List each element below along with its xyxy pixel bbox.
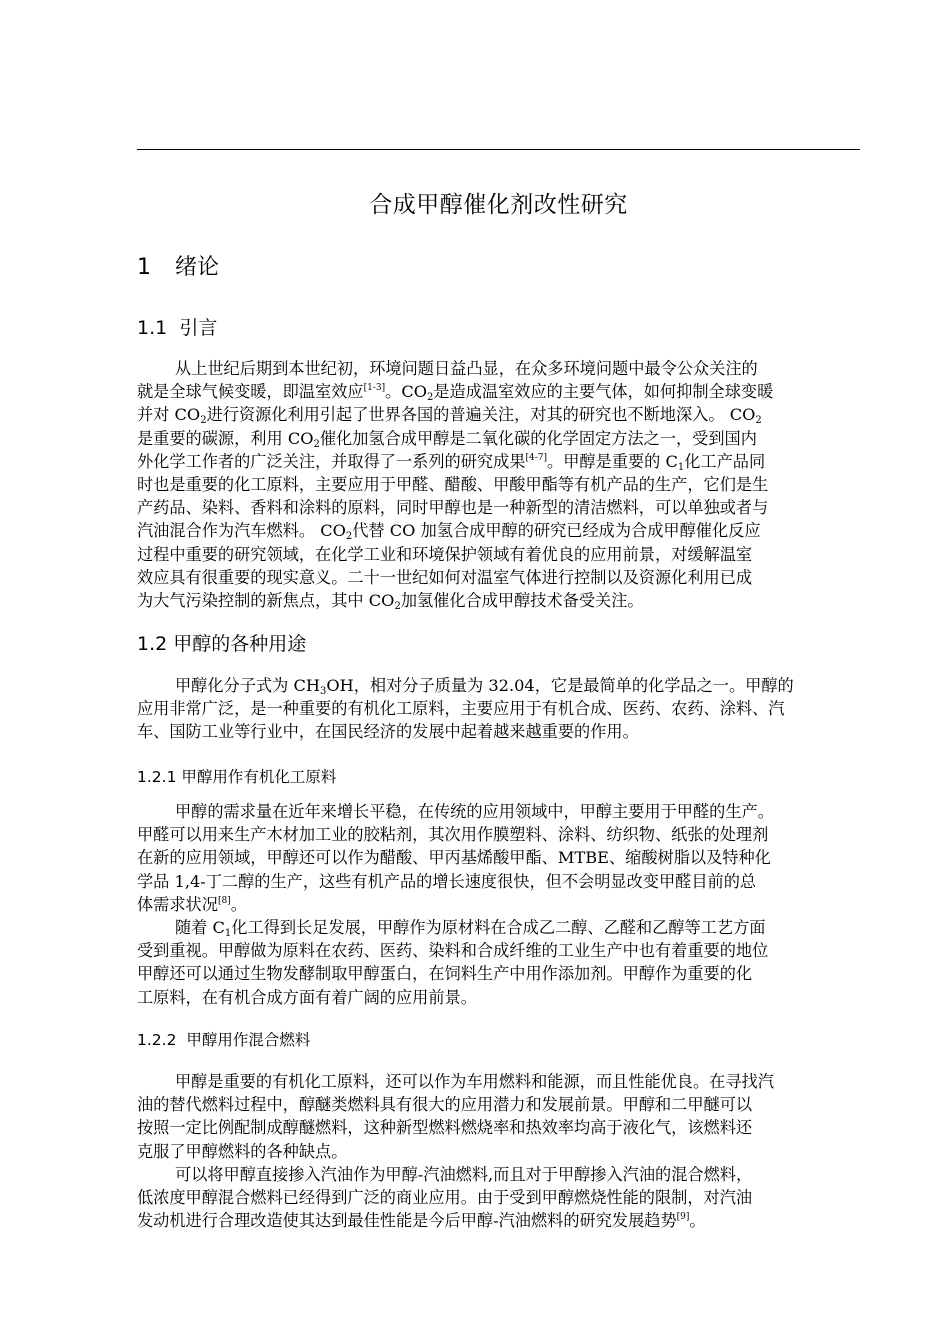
chapter-title: 绪论 xyxy=(175,255,220,280)
section-heading-1-2-1 xyxy=(137,765,336,787)
section-title: 甲醇用作混合燃料 xyxy=(186,1031,311,1049)
text-line: 随着 $C_1$化工得到长足发展，甲醇作为原材料在合成乙二醇、乙醛和乙醇等工艺方面 xyxy=(175,918,766,939)
text-line: 外化学工作者的广泛关注，并取得了一系列的研究成果[4-7]。甲醇是重要的 $C_1$化工产品同 xyxy=(137,451,766,473)
citation: [9] xyxy=(676,1212,690,1223)
text-line: 并对 $CO_2$进行资源化利用引起了世界各国的普遍关注，对其的研究也不断地深入。 $CO_2$ xyxy=(137,405,762,427)
section-number: 1.2 xyxy=(137,633,168,655)
section-number: 1.2.2 xyxy=(137,1031,177,1049)
header-rule xyxy=(137,149,860,150)
document-title: 合成甲醇催化剂改性研究 xyxy=(369,192,628,218)
text-line: 车、国防工业等行业中，在国民经济的发展中起着越来越重要的作用。 xyxy=(137,722,639,742)
text-line: 体需求状况[8]。 xyxy=(137,894,247,914)
text-line: 工原料，在有机合成方面有着广阔的应用前景。 xyxy=(137,987,477,1007)
text-line: 产药品、染料、香料和涂料的原料，同时甲醇也是一种新型的清洁燃料，可以单独或者与 xyxy=(137,498,769,518)
citation: [8] xyxy=(217,895,231,906)
text-line: 甲醇是重要的有机化工原料，还可以作为车用燃料和能源，而且性能优良。在寻找汽 xyxy=(175,1072,774,1091)
text-line: 是重要的碳源，利用 $CO_2$催化加氢合成甲醇是二氧化碳的化学固定方法之一，受到国内 xyxy=(137,428,757,450)
section-heading-1-1 xyxy=(137,313,217,340)
text-line: 时也是重要的化工原料，主要应用于甲醛、醋酸、甲酸甲酯等有机产品的生产，它们是生 xyxy=(137,475,769,495)
text-line: 可以将甲醇直接掺入汽油作为甲醇-汽油燃料,而且对于甲醇掺入汽油的混合燃料， xyxy=(175,1165,753,1184)
text-line: 甲醇的需求量在近年来增长平稳，在传统的应用领域中，甲醇主要用于甲醛的生产。 xyxy=(175,802,774,821)
section-heading-1-2 xyxy=(137,629,306,656)
text-line: 汽油混合作为汽车燃料。 $CO_2$代替 CO 加氢合成甲醇的研究已经成为合成甲醇催化反应 xyxy=(137,521,761,543)
paragraph-methanol-uses xyxy=(137,674,860,744)
section-title: 甲醇用作有机化工原料 xyxy=(181,768,337,786)
paragraph-chemical-feedstock xyxy=(137,800,860,916)
text-line: 效应具有很重要的现实意义。二十一世纪如何对温室气体进行控制以及资源化利用已成 xyxy=(137,567,753,587)
text-line: 克服了甲醇燃料的各种缺点。 xyxy=(137,1141,348,1161)
chapter-heading xyxy=(137,250,219,281)
chapter-number: 1 xyxy=(137,255,151,280)
citation: [1-3] xyxy=(363,383,386,394)
text-line: 过程中重要的研究领域，在化学工业和环境保护领域有着优良的应用前景，对缓解温室 xyxy=(137,544,753,564)
text-line: 受到重视。甲醇做为原料在农药、医药、染料和合成纤维的工业生产中也有着重要的地位 xyxy=(137,941,769,961)
paragraph-blended-fuel xyxy=(137,1070,860,1163)
text-line: 按照一定比例配制成醇醚燃料，这种新型燃料燃烧率和热效率均高于液化气，该燃料还 xyxy=(137,1118,753,1138)
citation: [4-7] xyxy=(525,452,548,463)
paragraph-c1-chemistry xyxy=(137,916,860,1009)
text-line: 从上世纪后期到本世纪初，环境问题日益凸显，在众多环境问题中最令公众关注的 xyxy=(175,359,758,378)
paragraph-methanol-gasoline xyxy=(137,1163,860,1233)
text-line: 油的替代燃料过程中，醇醚类燃料具有很大的应用潜力和发展前景。甲醇和二甲醚可以 xyxy=(137,1095,753,1115)
text-line: 为大气污染控制的新焦点，其中 $CO_2$加氢催化合成甲醇技术备受关注。 xyxy=(137,591,644,613)
section-number: 1.2.1 xyxy=(137,768,177,786)
text-line: 发动机进行合理改造使其达到最佳性能是今后甲醇-汽油燃料的研究发展趋势[9]。 xyxy=(137,1211,706,1231)
text-line: 在新的应用领域，甲醇还可以作为醋酸、甲丙基烯酸甲酯、MTBE、缩酸树脂以及特种化 xyxy=(137,848,771,868)
text-line: 应用非常广泛，是一种重要的有机化工原料，主要应用于有机合成、医药、农药、涂料、汽 xyxy=(137,699,785,719)
text-line: 低浓度甲醇混合燃料已经得到广泛的商业应用。由于受到甲醇燃烧性能的限制，对汽油 xyxy=(137,1188,753,1208)
section-heading-1-2-2 xyxy=(137,1028,310,1050)
section-number: 1.1 xyxy=(137,317,168,339)
paragraph-introduction xyxy=(137,357,860,612)
section-title: 甲醇的各种用途 xyxy=(173,633,307,655)
text-line: 甲醇还可以通过生物发酵制取甲醇蛋白，在饲料生产中用作添加剂。甲醇作为重要的化 xyxy=(137,964,753,984)
section-title: 引言 xyxy=(179,317,218,339)
text-line: 就是全球气候变暖，即温室效应[1-3]。$CO_2$是造成温室效应的主要气体，如何抑制全球变暖 xyxy=(137,382,774,404)
text-line: 学品 1,4-丁二醇的生产，这些有机产品的增长速度很快，但不会明显改变甲醛目前的总 xyxy=(137,871,757,891)
text-line: 甲醇化分子式为 $CH_3OH$，相对分子质量为 32.04，它是最简单的化学品之一。甲醇的 xyxy=(175,676,794,697)
text-line: 甲醛可以用来生产木材加工业的胶粘剂，其次用作膜塑料、涂料、纺织物、纸张的处理剂 xyxy=(137,825,769,845)
